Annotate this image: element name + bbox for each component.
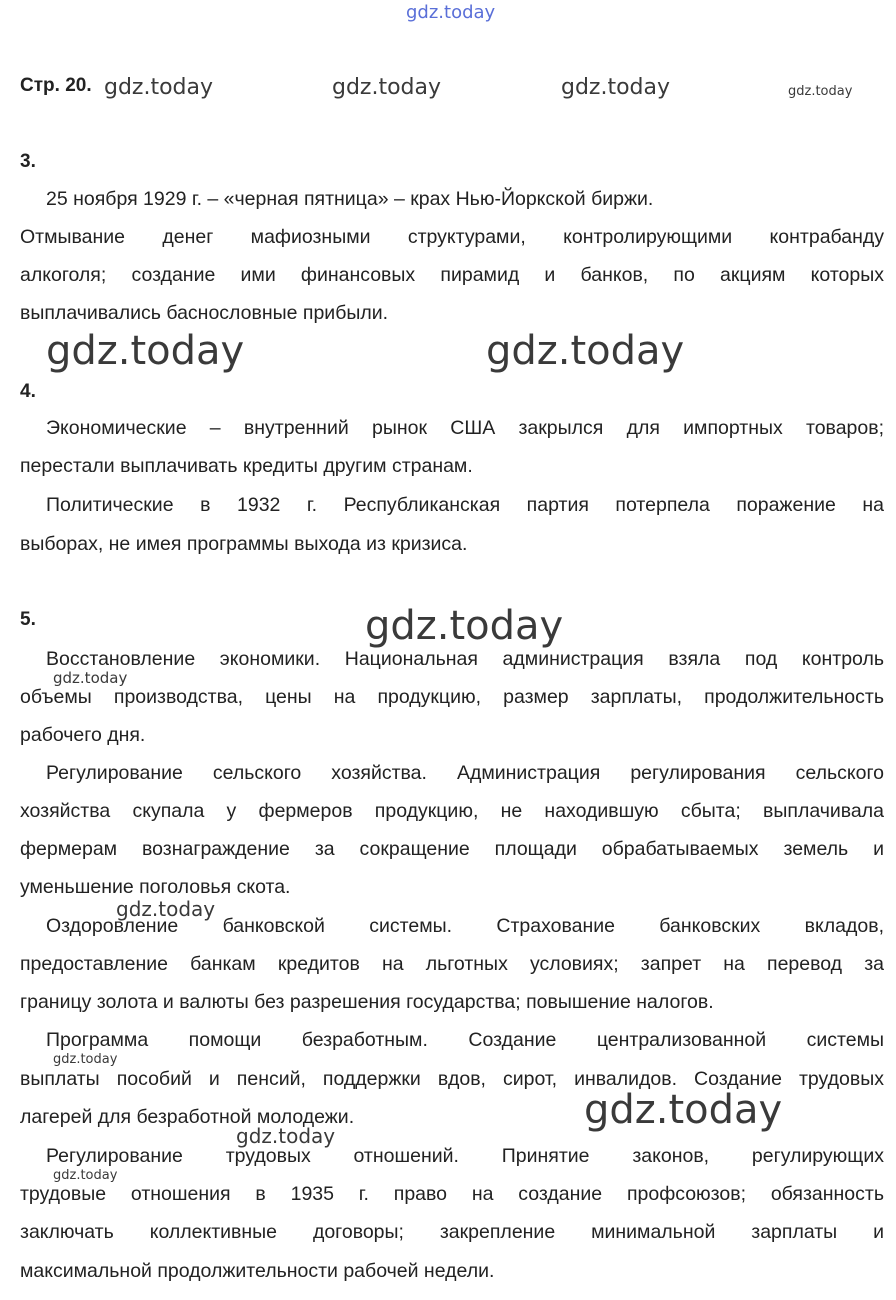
section-5-line: максимальной продолжительности рабочей недели.: [20, 1260, 495, 1282]
section-5-line: уменьшение поголовья скота.: [20, 876, 291, 898]
watermark-large-3: gdz.today: [365, 603, 564, 649]
section-5-line: хозяйства скупала у фермеров продукцию, не находившую сбыта; выплачивала: [20, 800, 884, 822]
watermark-header-1: gdz.today: [104, 75, 214, 100]
section-3-line: выплачивались баснословные прибыли.: [20, 302, 389, 324]
section-5-line: Регулирование трудовых отношений. Принятие законов, регулирующих: [46, 1145, 884, 1167]
section-3-line: 25 ноября 1929 г. – «черная пятница» – крах Нью-Йоркской биржи.: [46, 188, 654, 210]
section-5-line: заключать коллективные договоры; закрепление минимальной зарплаты и: [20, 1221, 884, 1243]
watermark-small-2: gdz.today: [53, 1052, 118, 1067]
section-5-line: выплаты пособий и пенсий, поддержки вдов, сирот, инвалидов. Создание трудовых: [20, 1068, 884, 1090]
watermark-header-2: gdz.today: [332, 75, 442, 100]
section-5-number: 5.: [20, 609, 36, 630]
watermark-large-4: gdz.today: [584, 1087, 783, 1133]
section-5-line: предоставление банкам кредитов на льготных условиях; запрет на перевод за: [20, 953, 884, 975]
section-4-line: Политические в 1932 г. Республиканская партия потерпела поражение на: [46, 494, 884, 516]
section-5-line: Программа помощи безработным. Создание централизованной системы: [46, 1029, 884, 1051]
watermark-small-3: gdz.today: [53, 1168, 118, 1183]
section-3-line: Отмывание денег мафиозными структурами, контролирующими контрабанду: [20, 226, 884, 248]
section-4-line: выборах, не имея программы выхода из кризиса.: [20, 533, 468, 555]
section-5-line: Восстановление экономики. Национальная администрация взяла под контроль: [46, 648, 884, 670]
section-5-line: объемы производства, цены на продукцию, размер зарплаты, продолжительность: [20, 686, 884, 708]
watermark-large-2: gdz.today: [486, 328, 685, 374]
watermark-medium-1: gdz.today: [116, 897, 216, 921]
section-3-line: алкоголя; создание ими финансовых пирамид и банков, по акциям которых: [20, 264, 884, 286]
watermark-top: gdz.today: [406, 2, 496, 23]
section-4-line: перестали выплачивать кредиты другим странам.: [20, 455, 473, 477]
section-5-line: Оздоровление банковской системы. Страхование банковских вкладов,: [46, 915, 884, 937]
section-4-number: 4.: [20, 381, 36, 402]
page-header: Стр. 20.: [20, 75, 92, 96]
section-5-line: границу золота и валюты без разрешения государства; повышение налогов.: [20, 991, 714, 1013]
section-5-line: фермерам вознаграждение за сокращение площади обрабатываемых земель и: [20, 838, 884, 860]
section-3-number: 3.: [20, 151, 36, 172]
watermark-header-4: gdz.today: [788, 84, 853, 99]
section-5-line: трудовые отношения в 1935 г. право на создание профсоюзов; обязанность: [20, 1183, 884, 1205]
watermark-header-3: gdz.today: [561, 75, 671, 100]
section-5-line: Регулирование сельского хозяйства. Администрация регулирования сельского: [46, 762, 884, 784]
watermark-medium-2: gdz.today: [236, 1124, 336, 1148]
watermark-small-1: gdz.today: [53, 669, 128, 687]
section-4-line: Экономические – внутренний рынок США закрылся для импортных товаров;: [46, 417, 884, 439]
section-5-line: лагерей для безработной молодежи.: [20, 1106, 355, 1128]
watermark-large-1: gdz.today: [46, 328, 245, 374]
section-5-line: рабочего дня.: [20, 724, 146, 746]
